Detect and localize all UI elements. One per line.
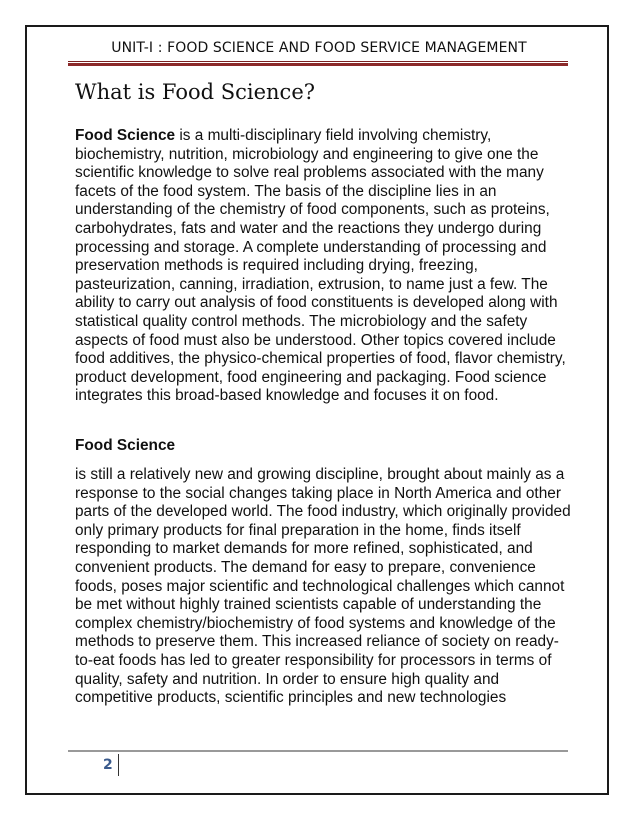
section-heading: What is Food Science? <box>75 80 316 104</box>
subheading: Food Science <box>75 437 176 454</box>
header-rule-thick <box>68 63 568 66</box>
paragraph-1-text: is a multi-disciplinary field involving chemistry, biochemistry, nutrition, microbiology and engineering to give one the scientific knowledge to solve real problems associated with the many facets of the food system. The basis of the discipline lies in an understanding of the chemistry of food components, such as proteins, carbohydrates, fats and water and the reactions they undergo during processing and storage. A complete understanding of processing and preservation methods is required including drying, freezing, pasteurization, canning, irradiation, extrusion, to name just a few. The ability to carry out analysis of food constituents is developed along with statistical quality control methods. The microbiology and the safety aspects of food must also be understood. Other topics covered include food additives, the physico-chemical properties of food, flavor chemistry, product development, food engineering and packaging. Food science integrates this broad-based knowledge and focuses it on food. <box>75 127 566 405</box>
header-rule-thin <box>68 61 568 62</box>
footer-rule <box>68 750 568 752</box>
page-number-divider <box>118 754 119 776</box>
paragraph-1 <box>75 127 575 406</box>
page-header-title: UNIT-I : FOOD SCIENCE AND FOOD SERVICE MANAGEMENT <box>111 40 527 56</box>
paragraph-1-lead: Food Science <box>75 127 176 144</box>
page-number: 2 <box>103 757 113 773</box>
paragraph-2: is still a relatively new and growing discipline, brought about mainly as a response to the social changes taking place in North America and other parts of the developed world. The food industry, which originally provided only primary products for final preparation in the home, finds itself responding to market demands for more refined, sophisticated, and convenient products. The demand for easy to prepare, convenience foods, poses major scientific and technological challenges which cannot be met without highly trained scientists capable of understanding the complex chemistry/biochemistry of food systems and knowledge of the methods to preserve them. This increased reliance of society on ready-to-eat foods has led to greater responsibility for processors in terms of quality, safety and nutrition. In order to ensure high quality and competitive products, scientific principles and new technologies <box>75 466 571 707</box>
